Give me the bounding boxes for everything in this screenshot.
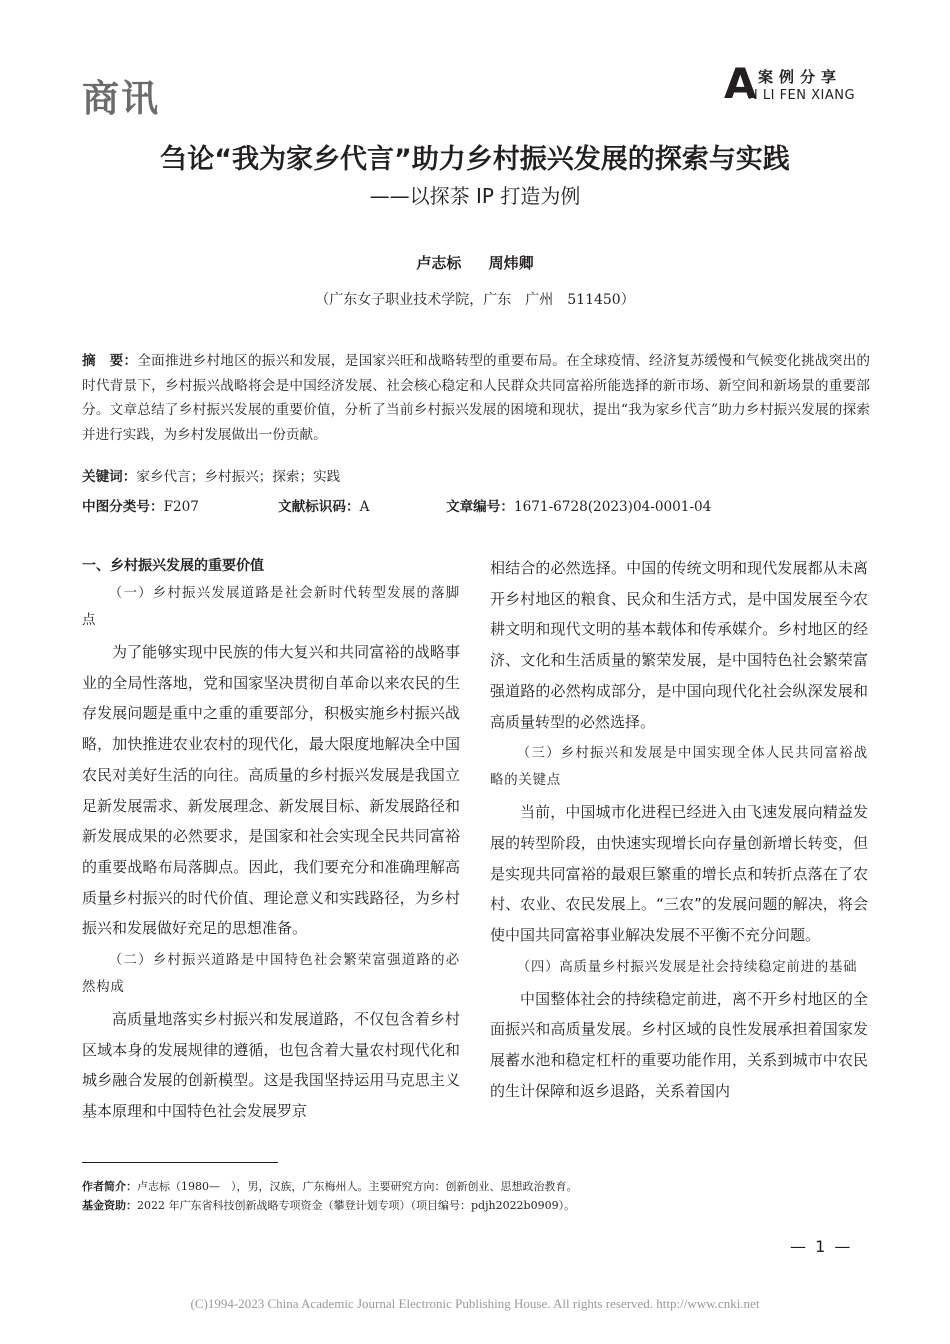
footnote-author-label: 作者简介： xyxy=(82,1180,137,1193)
paragraph: 高质量地落实乡村振兴和发展道路，不仅包含着乡村区域本身的发展规律的遵循，也包含着大量农村现代化和城乡融合发展的创新模型。这是我国坚持运用马克思主义基本原理和中国特色社会发展罗京 xyxy=(82,1010,460,1121)
paragraph: 中国整体社会的持续稳定前进，离不开乡村地区的全面振兴和高质量发展。乡村区域的良性发展承担着国家发展蓄水池和稳定杠杆的重要功能作用，关系到城市中农民的生计保障和返乡退路，关系着国内 xyxy=(490,989,868,1100)
doc-code xyxy=(278,496,369,518)
body-column-right xyxy=(490,553,868,1107)
badge-column-name: 案例分享 xyxy=(758,68,843,86)
page-number: — 1 — xyxy=(790,1237,851,1256)
clc-label: 中图分类号： xyxy=(82,499,164,515)
copyright-notice: (C)1994-2023 China Academic Journal Electronic Publishing House. All rights reserved. http://www.cnki.net xyxy=(190,1296,760,1311)
magazine-logo: 商讯 xyxy=(82,77,160,120)
body-column-left xyxy=(82,553,460,1127)
badge-letter: A xyxy=(724,59,757,108)
paper-subtitle: ——以探茶 IP 打造为例 xyxy=(369,184,581,208)
footnote-divider xyxy=(82,1162,278,1163)
footnote-fund-label: 基金资助： xyxy=(82,1199,137,1212)
subsection-heading: （三）乡村振兴和发展是中国实现全体人民共同富裕战略的关键点 xyxy=(490,746,868,789)
subsection-heading: （一）乡村振兴发展道路是社会新时代转型发展的落脚点 xyxy=(82,586,460,628)
badge-pinyin: N LI FEN XIANG xyxy=(748,88,856,103)
paper-title: 刍论“我为家乡代言”助力乡村振兴发展的探索与实践 xyxy=(160,144,790,175)
footnote-author xyxy=(82,1178,870,1196)
doc-label: 文献标识码： xyxy=(278,499,360,515)
column-badge xyxy=(724,59,874,108)
footnote-fund-text: 2022 年广东省科技创新战略专项资金（攀登计划专项）（项目编号：pdjh2022b0909）。 xyxy=(137,1199,576,1212)
keywords xyxy=(82,466,870,488)
abstract-label: 摘 要： xyxy=(82,353,138,369)
affiliation: （广东女子职业技术学院，广东 广州 511450） xyxy=(315,292,635,308)
article-label: 文章编号： xyxy=(446,499,514,515)
paragraph: 当前，中国城市化进程已经进入由飞速发展向精益发展的转型阶段，由快速实现增长向存量创新增长转变，但是实现共同富裕的最艰巨繁重的增长点和转折点落在了农村、农业、农民发展上。“三农”的发展问题的解决，将会使中国共同富裕事业解决发展不平衡不充分问题。 xyxy=(490,803,868,945)
keywords-text: 家乡代言；乡村振兴；探索；实践 xyxy=(136,469,341,485)
abstract xyxy=(82,349,870,447)
section-heading: 一、乡村振兴发展的重要价值 xyxy=(82,558,264,574)
footnote-fund xyxy=(82,1197,870,1215)
clc-value: F207 xyxy=(163,499,199,515)
paragraph: 相结合的必然选择。中国的传统文明和现代发展都从未离开乡村地区的粮食、民众和生活方式，是中国发展至今农耕文明和现代文明的基本载体和传承媒介。乡村地区的经济、文化和生活质量的繁荣发展，是中国特色社会繁荣富强道路的必然构成部分，是中国向现代化社会纵深发展和高质量转型的必然选择。 xyxy=(490,559,868,731)
authors: 卢志标 周炜卿 xyxy=(416,254,534,272)
keywords-label: 关键词： xyxy=(82,469,137,485)
doc-value: A xyxy=(359,499,370,515)
subsection-heading: （四）高质量乡村振兴发展是社会持续稳定前进的基础 xyxy=(516,959,858,975)
abstract-text: 全面推进乡村地区的振兴和发展，是国家兴旺和战略转型的重要布局。在全球疫情、经济复苏缓慢和气候变化挑战突出的时代背景下，乡村振兴战略将会是中国经济发展、社会核心稳定和人民群众共同富裕所能选择的新市场、新空间和新场景的重要部分。文章总结了乡村振兴发展的重要价值，分析了当前乡村振兴发展的困境和现状，提出“我为家乡代言”助力乡村振兴发展的探索并进行实践，为乡村发展做出一份贡献。 xyxy=(82,353,871,443)
article-number xyxy=(446,496,711,518)
clc-number xyxy=(82,496,199,518)
paragraph: 为了能够实现中民族的伟大复兴和共同富裕的战略事业的全局性落地，党和国家坚决贯彻自革命以来农民的生存发展问题是重中之重的重要部分，积极实施乡村振兴战略，加快推进农业农村的现代化，最大限度地解决全中国农民对美好生活的向往。高质量的乡村振兴发展是我国立足新发展需求、新发展理念、新发展目标、新发展路径和新发展成果的必然要求，是国家和社会实现全民共同富裕的重要战略布局落脚点。因此，我们要充分和准确理解高质量乡村振兴的时代价值、理论意义和实践路径，为乡村振兴和发展做好充足的思想准备。 xyxy=(82,643,460,938)
article-value: 1671-6728(2023)04-0001-04 xyxy=(513,499,712,515)
footnote-author-text: 卢志标（1980— ），男，汉族，广东梅州人。主要研究方向：创新创业、思想政治教育。 xyxy=(137,1180,578,1193)
subsection-heading: （二）乡村振兴道路是中国特色社会繁荣富强道路的必然构成 xyxy=(82,953,460,996)
